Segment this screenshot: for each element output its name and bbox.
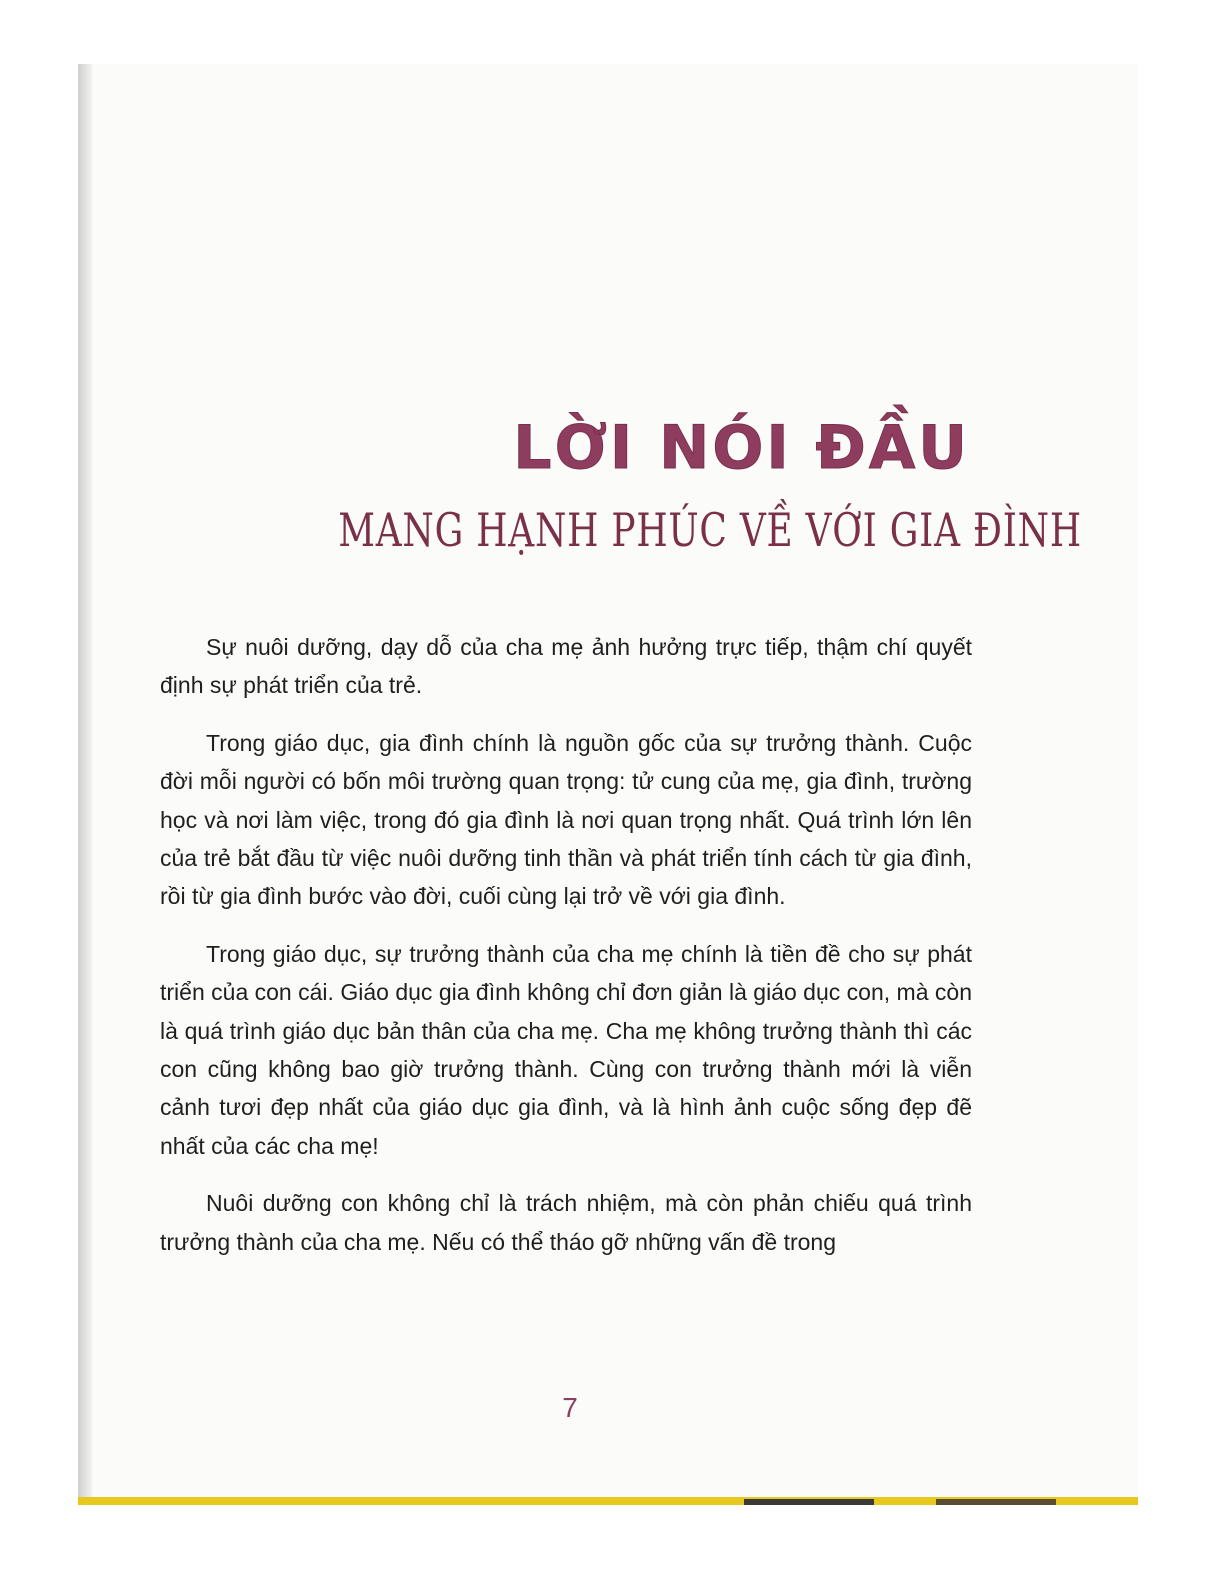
bottom-edge-strip bbox=[78, 1497, 1138, 1505]
paragraph: Sự nuôi dưỡng, dạy dỗ của cha mẹ ảnh hưởng trực tiếp, thậm chí quyết định sự phát triển của trẻ. bbox=[160, 634, 972, 699]
bottom-edge-shadow bbox=[936, 1499, 1056, 1505]
heading-title: LỜI NÓI ĐẦU bbox=[513, 413, 970, 483]
paragraph: Trong giáo dục, sự trưởng thành của cha mẹ chính là tiền đề cho sự phát triển của con cái. Giáo dục gia đình không chỉ đơn giản là giáo dục con, mà còn là quá trình giáo dục bản thân của cha mẹ. Cha mẹ không trưởng thành thì các con cũng không bao giờ trưởng thành. Cùng con trưởng thành mới là viễn cảnh tươi đẹp nhất của giáo dục gia đình, và là hình ảnh cuộc sống đẹp đẽ nhất của các cha mẹ! bbox=[160, 940, 972, 1159]
page-spine-shadow bbox=[78, 64, 92, 1502]
paragraph: Trong giáo dục, gia đình chính là nguồn gốc của sự trưởng thành. Cuộc đời mỗi người có bốn môi trường quan trọng: tử cung của mẹ, gia đình, trường học và nơi làm việc, trong đó gia đình là nơi quan trọng nhất. Quá trình lớn lên của trẻ bắt đầu từ việc nuôi dưỡng tinh thần và phát triển tính cách từ gia đình, rồi từ gia đình bước vào đời, cuối cùng lại trở về với gia đình. bbox=[160, 729, 972, 910]
heading-subtitle: MANG HẠNH PHÚC VỀ VỚI GIA ĐÌNH bbox=[338, 503, 1082, 557]
chapter-heading bbox=[160, 408, 1082, 560]
page-number: 7 bbox=[562, 1392, 578, 1423]
body-text bbox=[160, 628, 972, 1280]
paragraph: Nuôi dưỡng con không chỉ là trách nhiệm, mà còn phản chiếu quá trình trưởng thành của cha mẹ. Nếu có thể tháo gỡ những vấn đề trong bbox=[160, 1190, 972, 1255]
bottom-edge-shadow bbox=[744, 1499, 874, 1505]
